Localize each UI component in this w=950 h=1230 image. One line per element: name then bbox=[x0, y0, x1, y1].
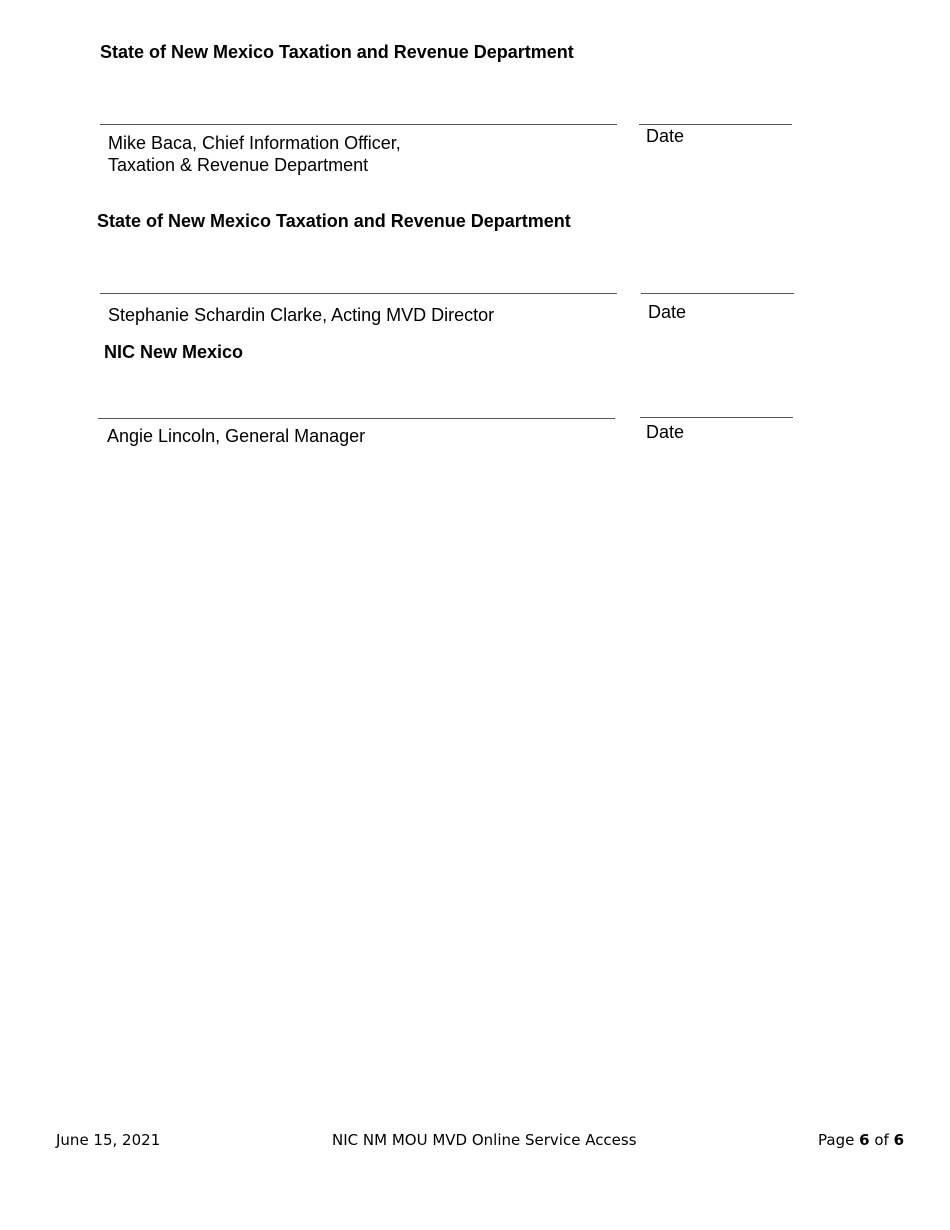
section-heading-trd-2: State of New Mexico Taxation and Revenue Department bbox=[97, 211, 571, 231]
signature-line bbox=[98, 418, 615, 419]
page-total: 6 bbox=[893, 1131, 905, 1149]
section-heading-trd-1: State of New Mexico Taxation and Revenue Department bbox=[100, 42, 574, 62]
date-line bbox=[641, 293, 794, 294]
page-current: 6 bbox=[859, 1131, 870, 1149]
page-of: of bbox=[874, 1131, 889, 1149]
signature-line bbox=[100, 124, 617, 125]
page-prefix: Page bbox=[818, 1131, 855, 1149]
date-label: Date bbox=[648, 302, 687, 322]
signature-line bbox=[100, 293, 617, 294]
date-label: Date bbox=[646, 422, 685, 442]
signer-name-title: Mike Baca, Chief Information Officer, bbox=[108, 133, 401, 153]
date-label: Date bbox=[646, 126, 685, 146]
section-heading-nic: NIC New Mexico bbox=[104, 342, 244, 362]
date-line bbox=[640, 417, 793, 418]
signer-name-title: Angie Lincoln, General Manager bbox=[107, 426, 366, 446]
footer-date: June 15, 2021 bbox=[56, 1131, 161, 1149]
footer-doc-title: NIC NM MOU MVD Online Service Access bbox=[332, 1131, 637, 1149]
signer-name-title: Stephanie Schardin Clarke, Acting MVD Director bbox=[108, 305, 495, 325]
footer-page-number bbox=[818, 1133, 904, 1148]
signer-department: Taxation & Revenue Department bbox=[108, 155, 369, 175]
